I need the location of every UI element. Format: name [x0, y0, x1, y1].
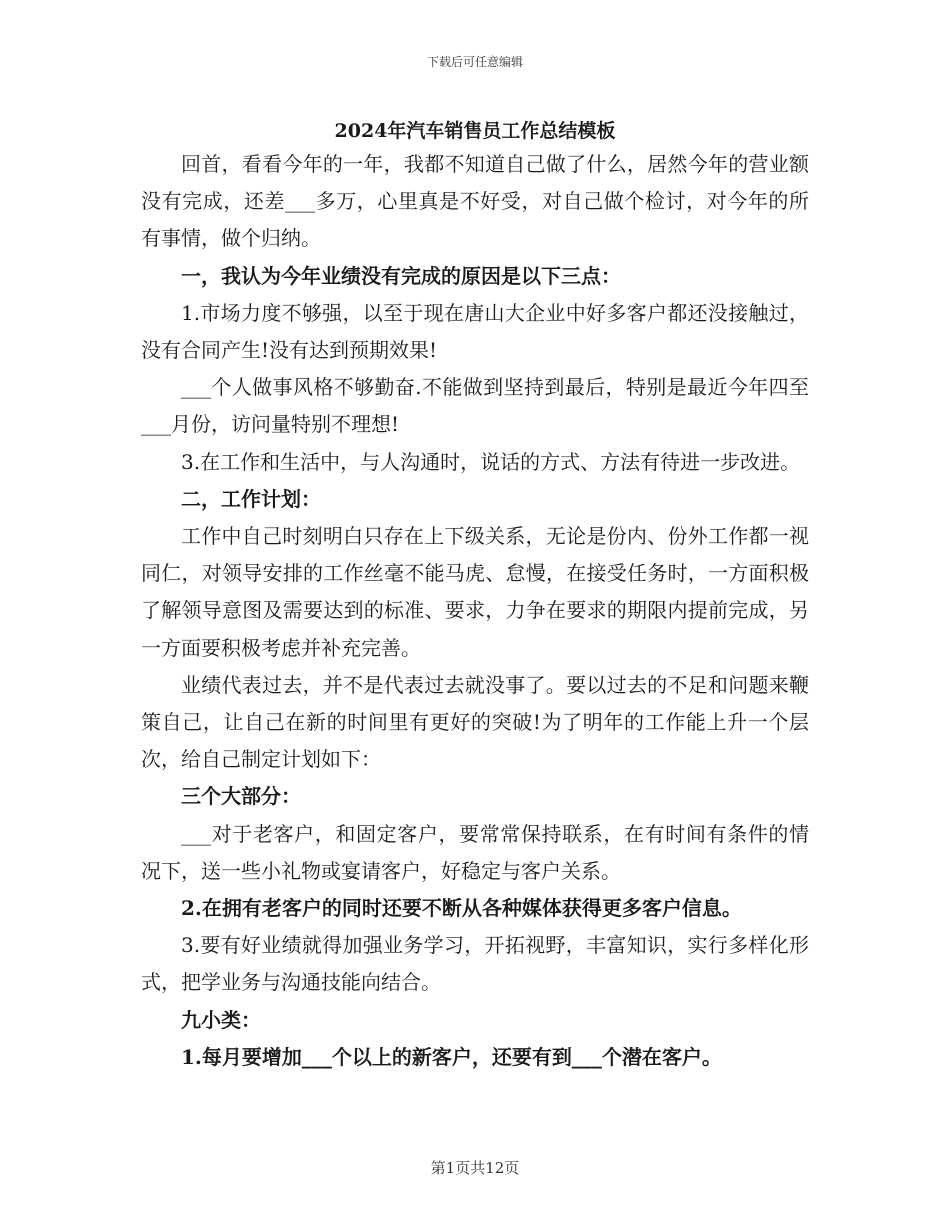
page-footer: 第1页共12页: [430, 1159, 520, 1177]
paragraph-part-2: 2.在拥有老客户的同时还要不断从各种媒体获得更多客户信息。: [181, 896, 742, 921]
paragraph-performance: 业绩代表过去，并不是代表过去就没事了。要以过去的不足和问题来鞭策自己，让自己在新的时间里有更好的突破!为了明年的工作能上升一个层次，给自己制定计划如下：: [141, 672, 809, 772]
paragraph-part-3: 3.要有好业绩就得加强业务学习，开拓视野，丰富知识，实行多样化形式，把学业务与沟通技能向结合。: [141, 933, 809, 995]
document-title: 2024年汽车销售员工作总结模板: [334, 120, 616, 142]
heading-work-plan: 二，工作计划：: [181, 486, 321, 511]
paragraph-item-1: 1.每月要增加___个以上的新客户，还要有到___个潜在客户。: [181, 1044, 722, 1069]
paragraph-part-1: ___对于老客户，和固定客户，要常常保持联系，在有时间有条件的情况下，送一些小礼物或宴请客户，好稳定与客户关系。: [141, 821, 809, 883]
heading-three-parts: 三个大部分：: [181, 784, 301, 809]
heading-reasons: 一，我认为今年业绩没有完成的原因是以下三点：: [181, 263, 621, 288]
heading-nine-items: 九小类：: [181, 1007, 261, 1032]
paragraph-intro: 回首，看看今年的一年，我都不知道自己做了什么，居然今年的营业额没有完成，还差___多万，心里真是不好受，对自己做个检讨，对今年的所有事情，做个归纳。: [141, 152, 809, 251]
paragraph-reason-1: 1.市场力度不够强，以至于现在唐山大企业中好多客户都还没接触过，没有合同产生!没有达到预期效果!: [141, 300, 809, 363]
paragraph-work-attitude: 工作中自己时刻明白只存在上下级关系，无论是份内、份外工作都一视同仁，对领导安排的工作丝毫不能马虎、怠慢，在接受任务时，一方面积极了解领导意图及需要达到的标准、要求，力争在要求的期限内提前完成，另一方面要积极考虑并补充完善。: [141, 524, 809, 660]
paragraph-reason-2: ___个人做事风格不够勤奋.不能做到坚持到最后，特别是最近今年四至___月份，访问量特别不理想!: [141, 375, 809, 437]
document-body: [141, 146, 809, 1076]
header-note: 下载后可任意编辑: [426, 55, 523, 69]
paragraph-reason-3: 3.在工作和生活中，与人沟通时，说话的方式、方法有待进一步改进。: [181, 449, 801, 474]
